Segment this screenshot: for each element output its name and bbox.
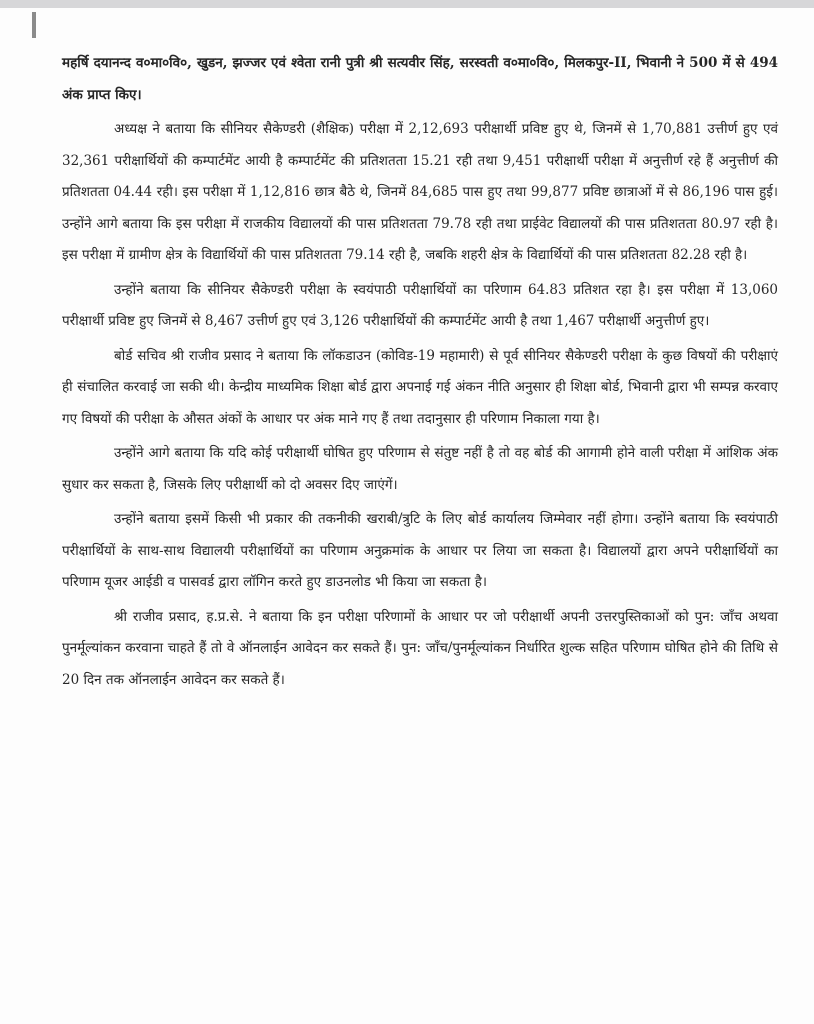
paragraph-result-download: उन्होंने बताया इसमें किसी भी प्रकार की तकनीकी खराबी/त्रुटि के लिए बोर्ड कार्यालय जिम्मेवार नहीं होगा। उन्होंने बताया कि स्वयंपाठी परीक्षार्थियों के साथ-साथ विद्यालयी परीक्षार्थियों का परिणाम अनुक्रमांक के आधार पर लिया जा सकता है। विद्यालयों द्वारा अपने परीक्षार्थियों का परिणाम यूजर आईडी व पासवर्ड द्वारा लॉगिन करते हुए डाउनलोड भी किया जा सकता है।	[62, 511, 778, 590]
paragraph-toppers: महर्षि दयानन्द व०मा०वि०, खुडन, झज्जर एवं श्वेता रानी पुत्री श्री सत्यवीर सिंह, सरस्वती व०मा०वि०, मिलकपुर-II, भिवानी ने 500 में से 494 अंक प्राप्त किए।	[62, 55, 778, 103]
paragraph-improvement-exam: उन्होंने आगे बताया कि यदि कोई परीक्षार्थी घोषित हुए परिणाम से संतुष्ट नहीं है तो वह बोर्ड की आगामी होने वाली परीक्षा में आंशिक अंक सुधार कर सकता है, जिसके लिए परीक्षार्थी को दो अवसर दिए जाएंगें।	[62, 445, 778, 493]
paragraph-marking-policy: बोर्ड सचिव श्री राजीव प्रसाद ने बताया कि लॉकडाउन (कोविड-19 महामारी) से पूर्व सीनियर सैकेण्डरी परीक्षा के कुछ विषयों की परीक्षाएं ही संचालित करवाई जा सकी थी। केन्द्रीय माध्यमिक शिक्षा बोर्ड द्वारा अपनाई गई अंकन नीति अनुसार ही शिक्षा बोर्ड, भिवानी द्वारा भी सम्पन्न करवाए गए विषयों की परीक्षा के औसत अंकों के आधार पर अंक माने गए हैं तथा तदानुसार ही परिणाम निकाला गया है।	[62, 347, 778, 427]
document-page	[0, 8, 814, 1024]
document-body	[62, 48, 778, 699]
paragraph-private-candidates: उन्होंने बताया कि सीनियर सैकेण्डरी परीक्षा के स्वयंपाठी परीक्षार्थियों का परिणाम 64.83 प्रतिशत रहा है। इस परीक्षा में 13,060 परीक्षार्थी प्रविष्ट हुए जिनमें से 8,467 उत्तीर्ण हुए एवं 3,126 परीक्षार्थियों की कम्पार्टमेंट आयी है तथा 1,467 परीक्षार्थी अनुत्तीर्ण हुए।	[62, 281, 778, 329]
paragraph-academic-result: अध्यक्ष ने बताया कि सीनियर सैकेण्डरी (शैक्षिक) परीक्षा में 2,12,693 परीक्षार्थी प्रविष्ट हुए थे, जिनमें से 1,70,881 उत्तीर्ण हुए एवं 32,361 परीक्षार्थियों की कम्पार्टमेंट आयी है कम्पार्टमेंट की प्रतिशतता 15.21 रही तथा 9,451 परीक्षार्थी परीक्षा में अनुत्तीर्ण रहे हैं अनुत्तीर्ण की प्रतिशतता 04.44 रही। इस परीक्षा में 1,12,816 छात्र बैठे थे, जिनमें 84,685 पास हुए तथा 99,877 प्रविष्ट छात्राओं में से 86,196 पास हुई। उन्होंने आगे बताया कि इस परीक्षा में राजकीय विद्यालयों की पास प्रतिशतता 79.78 रही तथा प्राईवेट विद्यालयों की पास प्रतिशतता 80.97 रही है। इस परीक्षा में ग्रामीण क्षेत्र के विद्यार्थियों की पास प्रतिशतता 79.14 रही है, जबकि शहरी क्षेत्र के विद्यार्थियों की पास प्रतिशतता 82.28 रही है।	[62, 121, 778, 263]
corner-mark	[32, 12, 36, 38]
top-strip	[0, 0, 814, 8]
paragraph-rechecking: श्री राजीव प्रसाद, ह.प्र.से. ने बताया कि इन परीक्षा परिणामों के आधार पर जो परीक्षार्थी अपनी उत्तरपुस्तिकाओं को पुन: जाँच अथवा पुनर्मूल्यांकन करवाना चाहते हैं तो वे ऑनलाईन आवेदन कर सकते हैं। पुन: जाँच/पुनर्मूल्यांकन निर्धारित शुल्क सहित परिणाम घोषित होने की तिथि से 20 दिन तक ऑनलाईन आवेदन कर सकते हैं।	[62, 608, 778, 688]
